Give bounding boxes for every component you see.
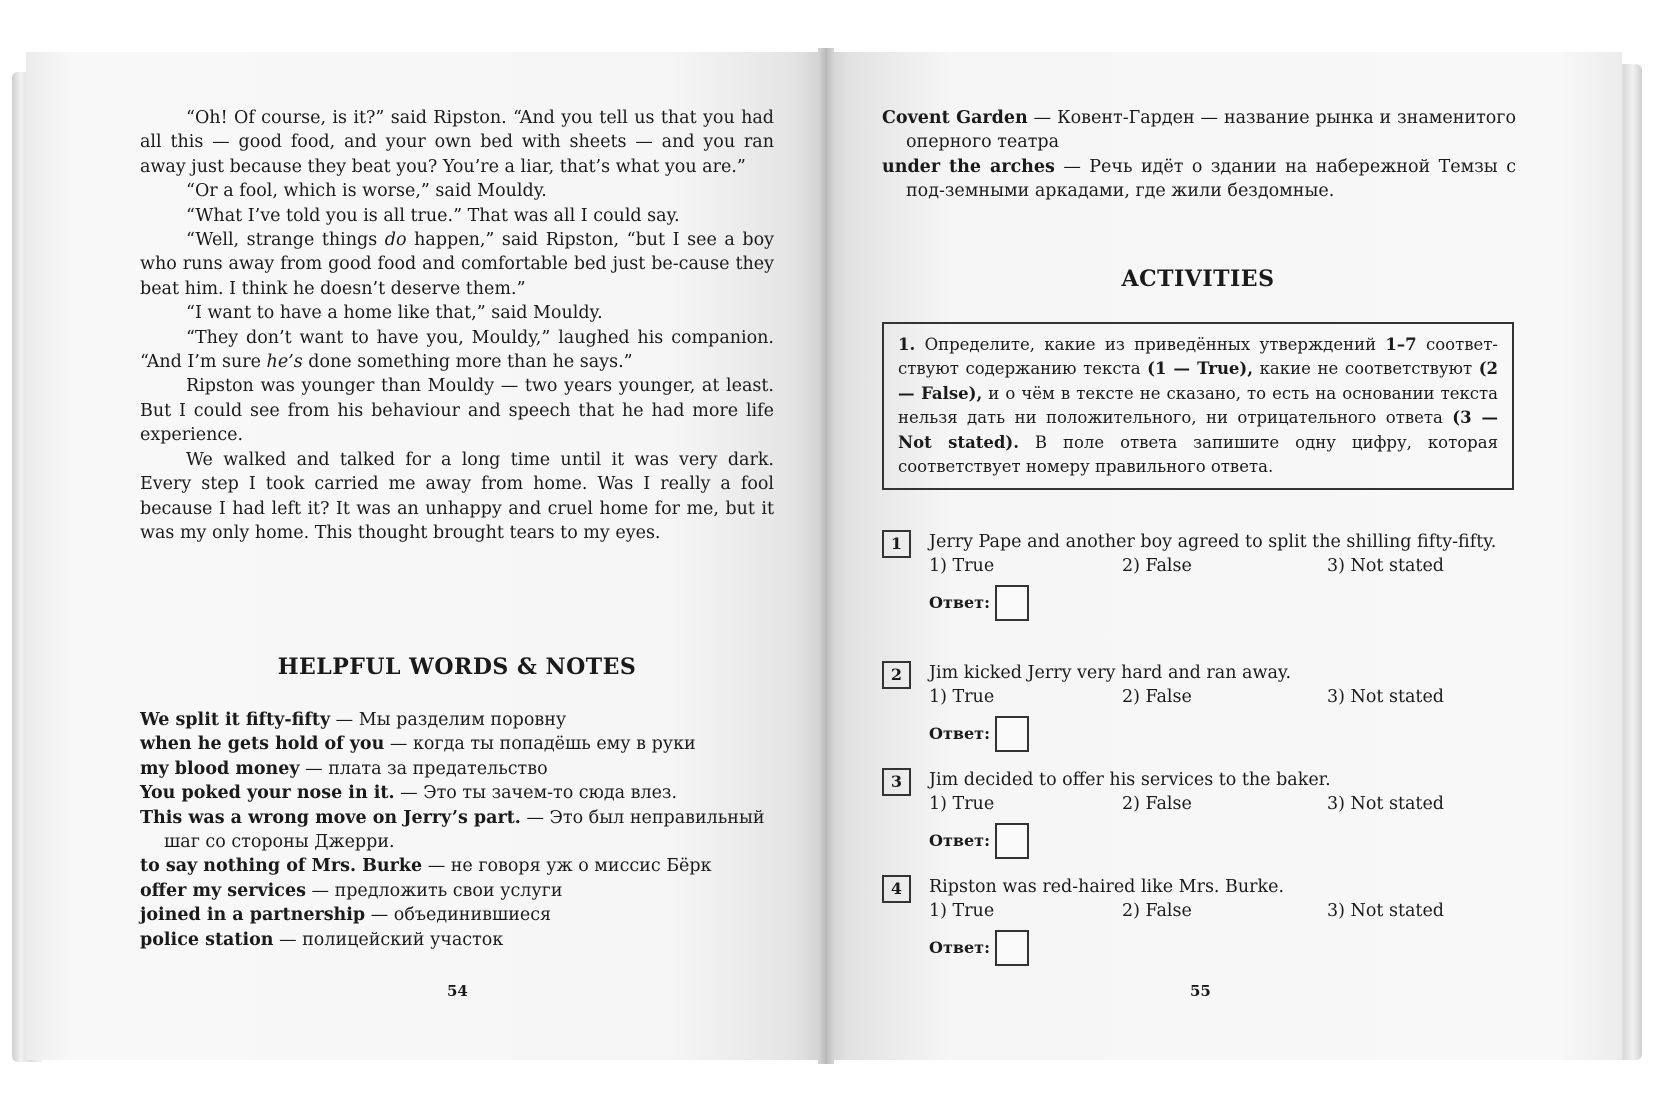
answer-row (929, 930, 1518, 966)
page-number-right: 55 (1190, 982, 1211, 1000)
question-number: 4 (882, 875, 911, 903)
text-run: “They don’t want to have you, Mouldy,” laughed his companion. “And I’m sure (140, 327, 774, 373)
glossary-entry (140, 806, 776, 855)
instruction-bold: 1–7 (1385, 335, 1417, 354)
answer-options (929, 685, 1518, 709)
story-text (140, 106, 774, 545)
instruction-text: В поле ответа запишите одну цифру, которая соответствует номеру правильного ответа. (898, 432, 1498, 477)
answer-row (929, 585, 1518, 621)
instruction-bold: (1 — True), (1147, 359, 1253, 379)
page-number-left: 54 (447, 982, 468, 1000)
glossary-definition: — Это ты зачем-то сюда влез. (394, 783, 678, 804)
story-paragraph: We walked and talked for a long time until it was very dark. Every step I took carried me away from home. Was I really a fool because I had left it? It was an unhappy and cruel home for me, but it was my only home. This thought brought tears to my eyes. (140, 449, 774, 543)
question-1 (882, 530, 1518, 621)
answer-box[interactable] (995, 930, 1029, 966)
glossary-term: joined in a partnership (140, 905, 366, 926)
glossary-definition: — Речь идёт о здании на набережной Темзы с под-земными аркадами, где жили бездомные. (906, 156, 1516, 202)
glossary-definition: — плата за предательство (299, 758, 548, 779)
answer-box[interactable] (995, 823, 1029, 859)
glossary-definition: — не говоря уж о миссис Бёрк (422, 856, 712, 877)
instruction-text: Определите, какие из приведённых утверждений (915, 335, 1386, 354)
text-run: done something more than he says.” (302, 352, 633, 373)
glossary-term: This was a wrong move on Jerry’s part. (140, 807, 521, 828)
option-not-stated[interactable]: 3) Not stated (1327, 687, 1445, 708)
helpful-words-list (140, 708, 776, 952)
glossary-term: We split it fifty-fifty (140, 710, 331, 730)
question-3 (882, 768, 1518, 859)
text-run: happen,” said Ripston, “but I see a boy who runs away from good food and comfortable bed just be-cause they beat him. I think he doesn’t deserve them.” (140, 230, 774, 299)
question-4 (882, 875, 1518, 966)
question-text: Ripston was red-haired like Mrs. Burke. (929, 877, 1285, 897)
answer-label: Ответ: (929, 830, 990, 850)
glossary-entry (140, 928, 776, 952)
emphasis: do (384, 230, 407, 251)
helpful-words-heading: HELPFUL WORDS & NOTES (277, 654, 637, 680)
answer-options (929, 899, 1518, 923)
glossary-entry (140, 732, 776, 756)
glossary-term: under the arches (882, 156, 1055, 177)
option-not-stated[interactable]: 3) Not stated (1327, 556, 1445, 577)
instruction-text: соответ-ствуют содержанию текста (898, 335, 1498, 379)
glossary-definition: — полицейский участок (273, 929, 504, 950)
instruction-text: какие не соответствуют (1253, 359, 1479, 379)
option-false[interactable]: 2) False (1122, 901, 1192, 922)
answer-label: Ответ: (929, 723, 990, 743)
story-paragraph: “What I’ve told you is all true.” That was all I could say. (186, 205, 680, 226)
glossary-definition: — предложить свои услуги (305, 880, 563, 901)
question-2 (882, 661, 1518, 752)
option-true[interactable]: 1) True (929, 556, 995, 577)
glossary-term: police station (140, 929, 274, 950)
glossary-term: Covent Garden (882, 108, 1028, 128)
story-paragraph: “Or a fool, which is worse,” said Mouldy. (186, 181, 547, 202)
story-paragraph (140, 228, 774, 301)
answer-row (929, 823, 1518, 859)
glossary-definition: — когда ты попадёшь ему в руки (384, 734, 696, 755)
option-not-stated[interactable]: 3) Not stated (1327, 794, 1445, 815)
answer-label: Ответ: (929, 592, 990, 612)
notes-continued (882, 106, 1516, 204)
answer-box[interactable] (995, 585, 1029, 621)
option-false[interactable]: 2) False (1122, 794, 1192, 815)
glossary-term: my blood money (140, 758, 300, 779)
text-run: “Well, strange things (186, 230, 385, 251)
instruction-text: и о чём в тексте не сказано, то есть на основании текста нельзя дать ни положительного, ни отрицательного ответа (898, 383, 1498, 428)
glossary-term: You poked your nose in it. (140, 783, 395, 804)
glossary-entry (140, 854, 776, 878)
story-paragraph: “I want to have a home like that,” said Mouldy. (186, 303, 603, 324)
answer-row (929, 716, 1518, 752)
option-not-stated[interactable]: 3) Not stated (1327, 901, 1445, 922)
glossary-definition: — Это был неправильный шаг со стороны Джерри. (164, 807, 765, 853)
task-number: 1. (898, 335, 916, 354)
glossary-entry (140, 903, 776, 927)
option-true[interactable]: 1) True (929, 901, 995, 922)
answer-options (929, 554, 1518, 578)
instruction-bold: (3 — Not stated). (898, 408, 1498, 452)
glossary-entry (882, 106, 1516, 155)
question-number: 2 (882, 661, 911, 689)
story-paragraph: “Oh! Of course, is it?” said Ripston. “And you tell us that you had all this — good food, and your own bed with sheets — and you ran away just because they beat you? You’re a liar, that’s what you are.” (140, 108, 774, 177)
question-text: Jim kicked Jerry very hard and ran away. (929, 663, 1292, 683)
question-number: 1 (882, 530, 911, 558)
activities-heading: ACTIVITIES (1121, 266, 1275, 292)
emphasis: he’s (266, 352, 303, 373)
glossary-entry (882, 155, 1516, 204)
glossary-entry (140, 708, 776, 732)
question-text: Jerry Pape and another boy agreed to split the shilling fifty-fifty. (929, 532, 1497, 552)
answer-label: Ответ: (929, 937, 990, 957)
glossary-term: when he gets hold of you (140, 734, 385, 755)
glossary-definition: — Ковент-Гарден — название рынка и знаменитого оперного театра (906, 108, 1516, 153)
glossary-definition: — Мы разделим поровну (330, 710, 567, 730)
question-text: Jim decided to offer his services to the baker. (929, 770, 1331, 790)
glossary-term: to say nothing of Mrs. Burke (140, 856, 423, 877)
glossary-definition: — объединившиеся (365, 905, 552, 926)
glossary-term: offer my services (140, 880, 306, 901)
glossary-entry (140, 879, 776, 903)
answer-options (929, 792, 1518, 816)
book-spine-gutter (818, 48, 834, 1064)
question-number: 3 (882, 768, 911, 796)
task-instructions (882, 322, 1514, 490)
option-false[interactable]: 2) False (1122, 556, 1192, 577)
option-true[interactable]: 1) True (929, 687, 995, 708)
story-paragraph: Ripston was younger than Mouldy — two years younger, at least. But I could see from his behaviour and speech that he had more life experience. (140, 376, 774, 446)
story-paragraph (140, 326, 774, 375)
glossary-entry (140, 781, 776, 805)
glossary-entry (140, 757, 776, 781)
option-true[interactable]: 1) True (929, 794, 995, 815)
option-false[interactable]: 2) False (1122, 687, 1192, 708)
answer-box[interactable] (995, 716, 1029, 752)
instruction-bold: (2 — False), (898, 359, 1499, 403)
